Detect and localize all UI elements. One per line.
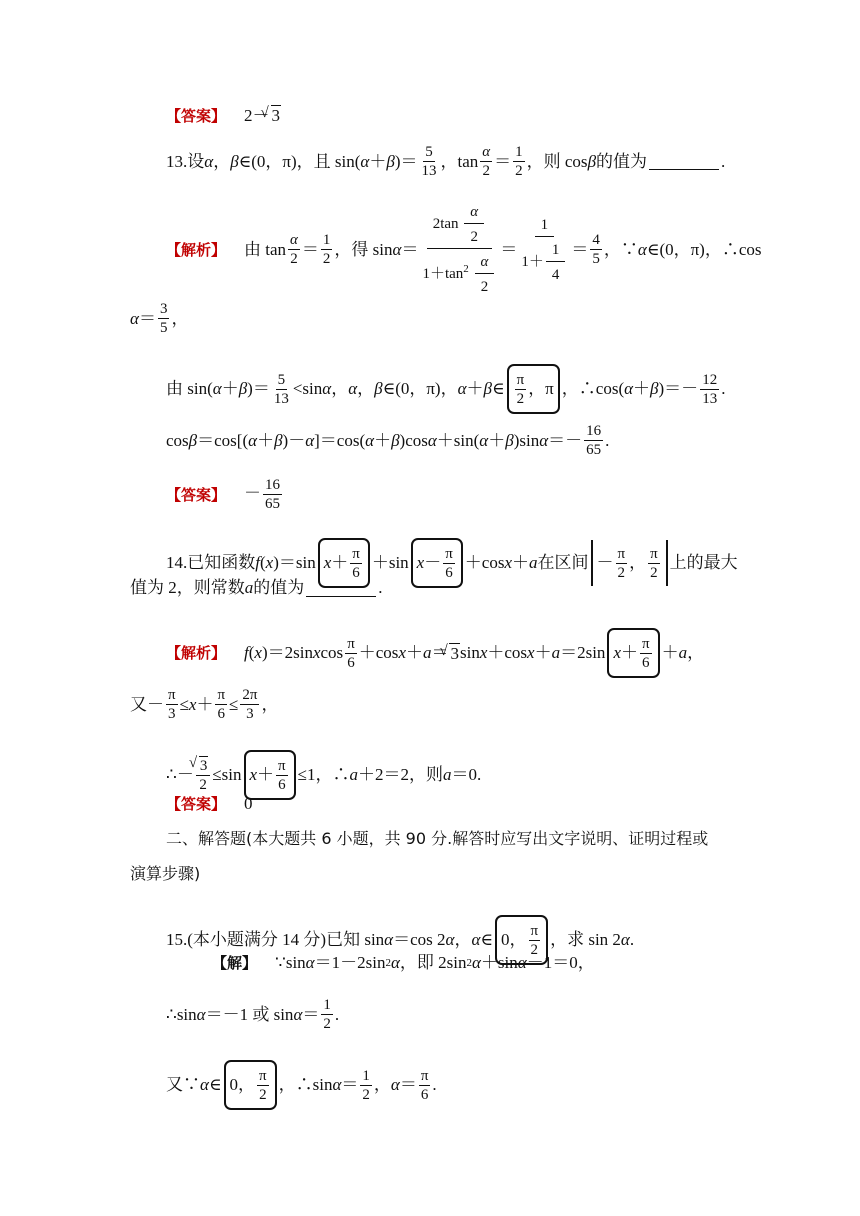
q13-analysis-line3: 由 sin( α ＋ β )＝ 5 13 <sin α ， α ， β ∈(0，π)， α ＋ β ∈ π 2 ，π ，∴cos( α ＋ β )＝－ 12 13 .	[166, 364, 725, 414]
q13-answer-line	[166, 476, 284, 513]
q15-solution-line2: ∴sin α ＝－1 或 sin α ＝ 1 2 .	[166, 997, 340, 1032]
q13-answer: － $\frac{16}{65}$	[244, 477, 281, 512]
q14-analysis-line2: 又－ π 3 ≤ x ＋ π 6 ≤ 2π 3 ，	[130, 687, 279, 722]
solution-label: 【解】	[212, 954, 258, 972]
answer-label: 【答案】	[166, 106, 227, 125]
analysis-label: 【解析】	[166, 240, 227, 259]
q15-solution-line3: 又∵ α ∈ 0， π 2 ，∴sin α ＝ 1 2 ， α ＝ π 6 .	[166, 1060, 437, 1110]
q14-stem-line2: 值为 2，则常数 a 的值为 .	[130, 578, 383, 597]
answer-label: 【答案】	[166, 795, 227, 813]
q13-analysis-line4: cos β ＝cos[( α ＋ β )－ α ]＝cos( α ＋ β )cos α ＋sin( α ＋ β )sin α ＝－ 16 65 .	[166, 423, 610, 458]
analysis-label: 【解析】	[166, 644, 227, 662]
q15-stem: 15.(本小题满分 14 分)已知 sin α ＝cos 2 α ， α ∈ 0， π 2 ，求 sin 2 α .	[166, 915, 634, 965]
section-title-line2: 演算步骤)	[130, 864, 201, 883]
q14-stem-line1: 14.已知函数 f ( x )＝sin x ＋ π 6 ＋sin x － π 6 ＋cos x ＋ a 在区间 － π 2 ， π 2 上的最大	[166, 538, 738, 588]
answer-label: 【答案】	[166, 485, 227, 504]
q14-answer: 0	[244, 794, 253, 813]
q12-answer: 2－√ 3	[244, 105, 281, 126]
q14-answer-line	[166, 794, 253, 814]
q13-stem: 13.设 α ， β ∈(0，π)，且 sin( α ＋ β )＝ 5 13 ，tan α 2 ＝ 1 2 ，则 cos β 的值为 .	[166, 144, 726, 179]
q14-analysis-line3: ∴－ √ 3 2 ≤sin x ＋ π 6 ≤1，∴ a ＋2＝2，则 a ＝0.	[166, 750, 481, 800]
q13-analysis-line2: α ＝ 3 5 ，	[130, 301, 189, 336]
q13-analysis-line1: 【解析】 由 tan α 2 ＝ 1 2 ，得 sin α ＝ 2tan $\frac{\alpha}{2}$ $1+\tan^2$ $\frac{\alpha}{2}$ ＝ 1 1＋ $\frac{1}{4}$ ＝ 4 5 ，∵ α ∈(0，π)，∴cos	[166, 204, 762, 295]
q15-solution-line1: 【解】 ∵sin α ＝1－2sin 2 α ，即 2sin 2 α ＋sin α －1＝0，	[212, 953, 595, 972]
q14-analysis-line1: 【解析】 f ( x )＝2sin x cos π 6 ＋cos x ＋ a ＝ √ 3 sin x ＋cos x ＋ a ＝2sin x ＋ π 6 ＋ a ，	[166, 628, 704, 678]
section-title-line1: 二、解答题(本大题共 6 小题，共 90 分.解答时应写出文字说明、证明过程或	[166, 829, 709, 848]
q12-answer-line	[166, 105, 281, 126]
